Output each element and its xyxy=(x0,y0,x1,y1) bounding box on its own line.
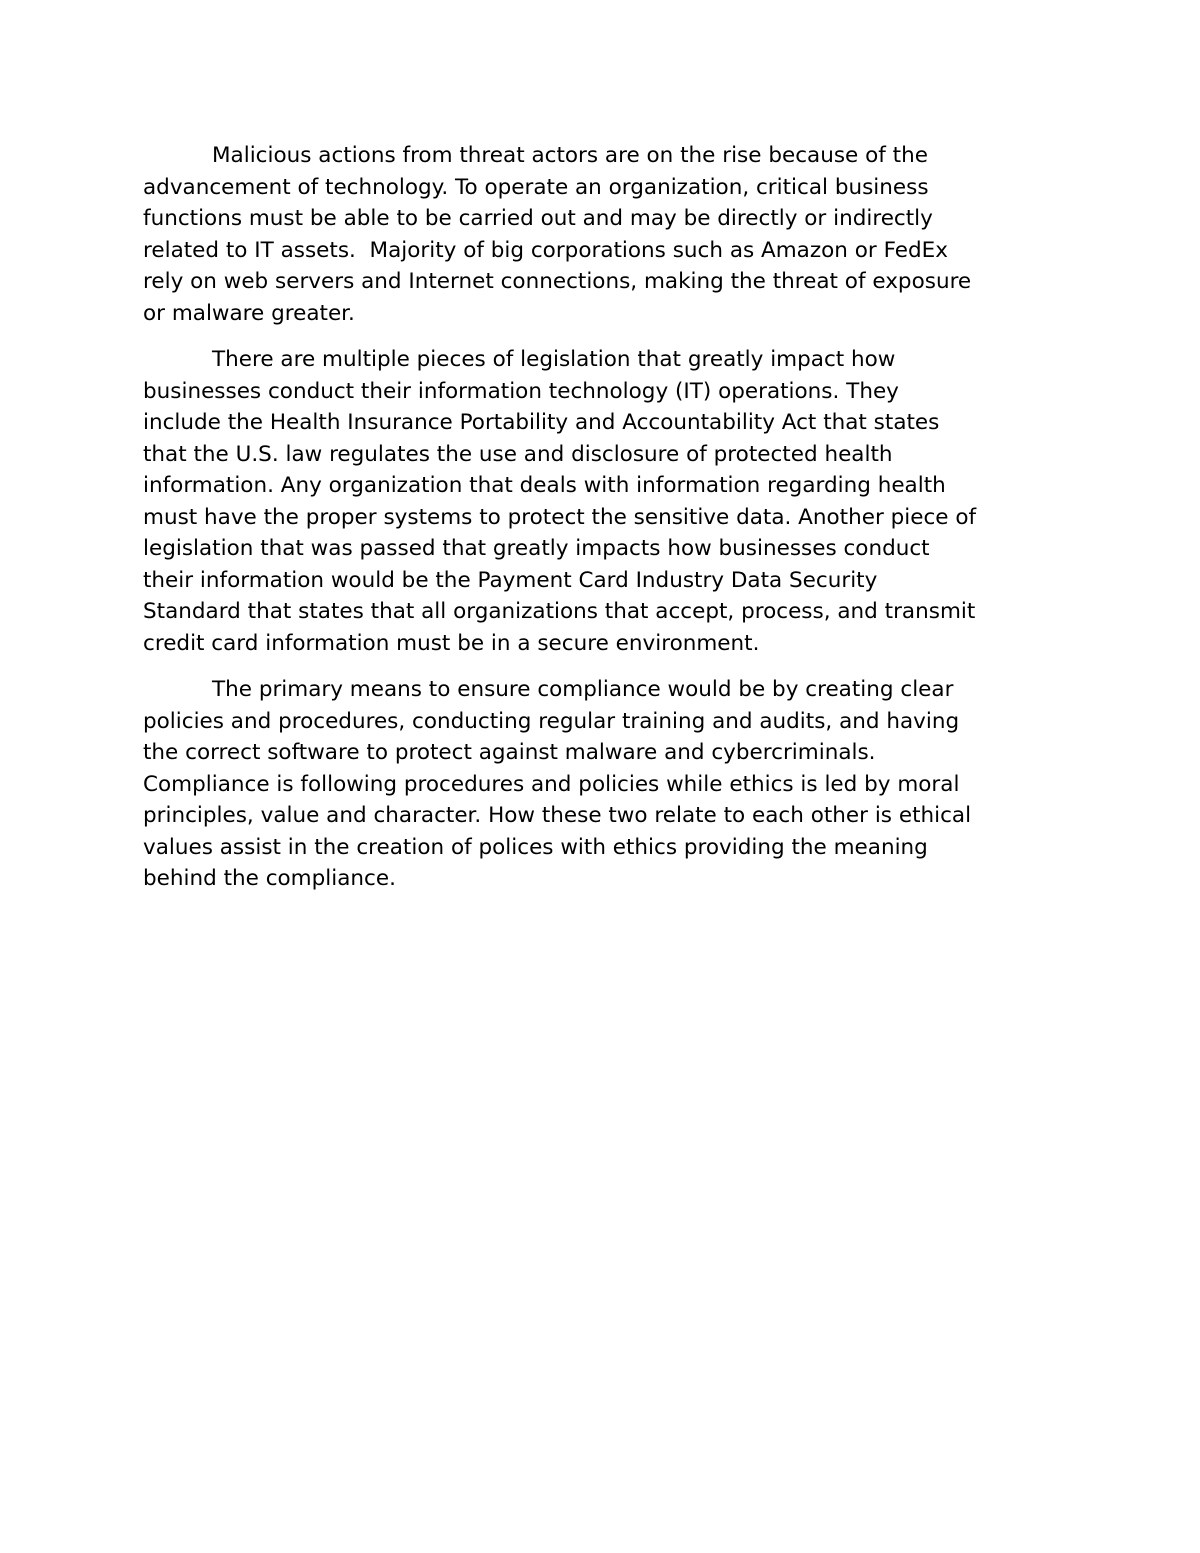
paragraph-line: their information would be the Payment Card Industry Data Security xyxy=(143,567,878,593)
paragraph-line: Standard that states that all organizations that accept, process, and transmit xyxy=(143,599,976,624)
paragraph-line: behind the compliance. xyxy=(143,866,396,891)
paragraph-line: principles, value and character. How these two relate to each other is ethical xyxy=(143,803,972,828)
paragraph-line: include the Health Insurance Portability and Accountability Act that states xyxy=(143,410,940,435)
paragraph-line: policies and procedures, conducting regular training and audits, and having xyxy=(143,708,960,734)
paragraph-line: advancement of technology. To operate an organization, critical business xyxy=(143,174,929,200)
paragraph-line: or malware greater. xyxy=(143,300,355,326)
paragraph-line: information. Any organization that deals with information regarding health xyxy=(143,473,946,498)
paragraph-line: rely on web servers and Internet connections, making the threat of exposure xyxy=(143,269,972,294)
paragraph-line: Malicious actions from threat actors are on the rise because of the xyxy=(212,143,928,168)
paragraph-line: the correct software to protect against malware and cybercriminals. xyxy=(143,740,876,765)
paragraph-line: businesses conduct their information technology (IT) operations. They xyxy=(143,378,899,404)
paragraph-line: The primary means to ensure compliance would be by creating clear xyxy=(212,677,954,702)
paragraph-line: functions must be able to be carried out and may be directly or indirectly xyxy=(143,206,933,231)
paragraph xyxy=(143,140,1063,329)
paragraph-line: credit card information must be in a secure environment. xyxy=(143,630,760,656)
paragraph-line: values assist in the creation of polices with ethics providing the meaning xyxy=(143,834,928,860)
paragraph-line: legislation that was passed that greatly impacts how businesses conduct xyxy=(143,536,930,561)
paragraph-line: that the U.S. law regulates the use and disclosure of protected health xyxy=(143,441,893,467)
paragraph-line: There are multiple pieces of legislation that greatly impact how xyxy=(212,347,896,372)
document-body xyxy=(143,140,1063,910)
paragraph-line: related to IT assets. Majority of big corporations such as Amazon or FedEx xyxy=(143,237,948,263)
paragraph xyxy=(143,344,1063,659)
paragraph-line: must have the proper systems to protect the sensitive data. Another piece of xyxy=(143,504,977,530)
paragraph-line: Compliance is following procedures and policies while ethics is led by moral xyxy=(143,771,960,797)
paragraph xyxy=(143,674,1063,895)
